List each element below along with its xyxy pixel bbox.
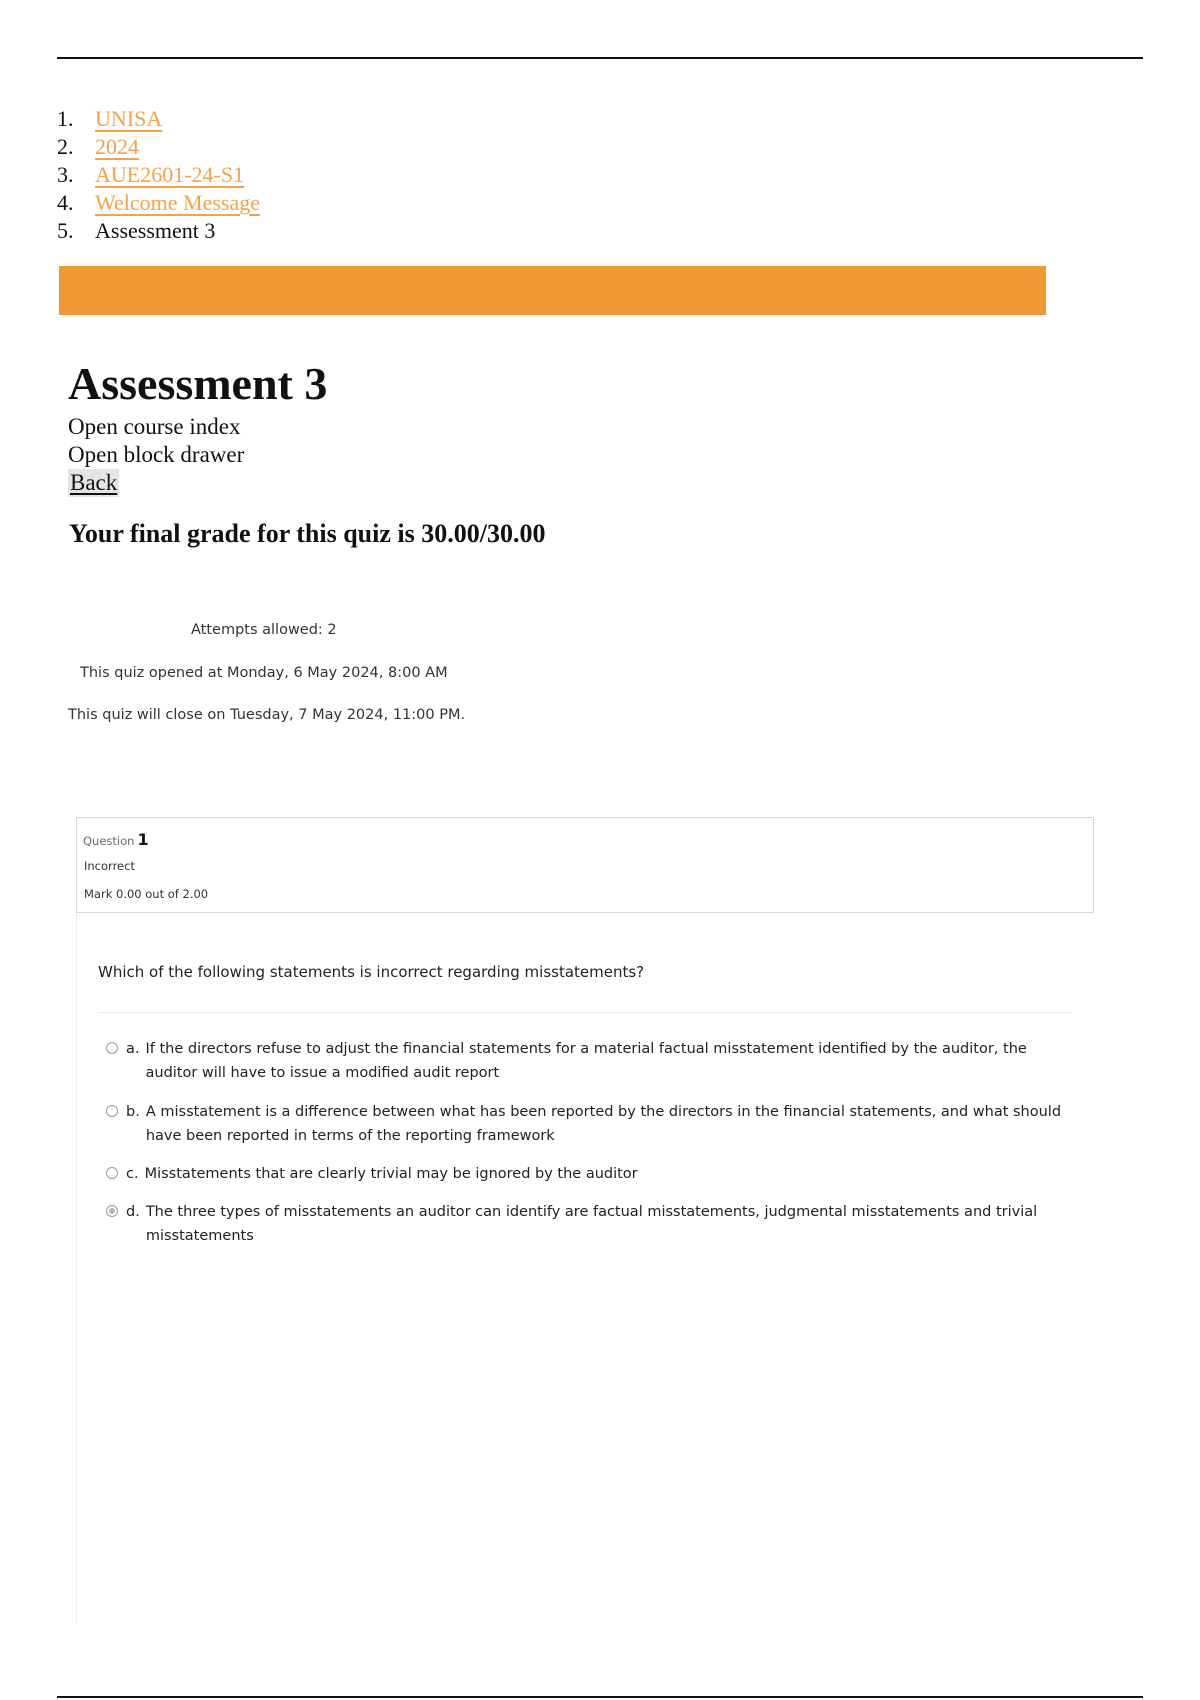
answer-option-c[interactable]: c. Misstatements that are clearly trivial may be ignored by the auditor — [106, 1162, 1076, 1186]
open-course-index-button[interactable]: Open course index — [68, 414, 241, 439]
question-content-divider — [76, 913, 77, 1623]
answer-option-d-text: The three types of misstatements an auditor can identify are factual misstatements, judgmental misstatements and trivial misstatements — [145, 1204, 1038, 1244]
breadcrumb-link-course[interactable]: AUE2601-24-S1 — [95, 162, 245, 187]
answer-option-d[interactable]: d. The three types of misstatements an auditor can identify are factual misstatements, judgmental misstatements and trivial misstatements — [106, 1200, 1076, 1248]
back-button[interactable]: Back — [70, 470, 118, 495]
answer-option-a[interactable]: a. If the directors refuse to adjust the financial statements for a material factual misstatement identified by the auditor, the auditor will have to issue a modified audit report — [106, 1037, 1076, 1085]
answer-option-b[interactable]: b. A misstatement is a difference between what has been reported by the directors in the financial statements, and what should have been reported in terms of the reporting framework — [106, 1100, 1076, 1148]
breadcrumb-item-unisa[interactable]: 1. UNISA — [57, 106, 163, 131]
radio-b[interactable] — [106, 1105, 118, 1117]
answer-option-c-text: Misstatements that are clearly trivial may be ignored by the auditor — [144, 1166, 638, 1182]
page-title: Assessment 3 — [68, 358, 328, 409]
answer-option-a-text: If the directors refuse to adjust the financial statements for a material factual misstatement identified by the auditor, the auditor will have to issue a modified audit report — [145, 1041, 1027, 1081]
quiz-opened: This quiz opened at Monday, 6 May 2024, 8:00 AM — [80, 665, 448, 681]
radio-d-selected[interactable] — [106, 1205, 118, 1217]
breadcrumb-item-current: 5. Assessment 3 — [57, 218, 216, 243]
breadcrumb-link-unisa[interactable]: UNISA — [95, 106, 163, 131]
quiz-closes: This quiz will close on Tuesday, 7 May 2024, 11:00 PM. — [68, 707, 466, 723]
breadcrumb-item-welcome[interactable]: 4. Welcome Message — [57, 190, 260, 215]
breadcrumb — [57, 105, 260, 245]
question-info-box — [76, 817, 1094, 913]
question-state: Incorrect — [84, 859, 135, 873]
breadcrumb-link-year[interactable]: 2024 — [95, 134, 139, 159]
question-number: Question 1 — [83, 830, 149, 849]
open-block-drawer-button[interactable]: Open block drawer — [68, 442, 245, 467]
top-rule — [57, 57, 1143, 59]
breadcrumb-item-year[interactable]: 2. 2024 — [57, 134, 139, 159]
breadcrumb-link-welcome[interactable]: Welcome Message — [95, 190, 260, 215]
bottom-rule — [57, 1696, 1143, 1698]
header-banner — [59, 266, 1046, 315]
radio-a[interactable] — [106, 1042, 118, 1054]
attempts-allowed: Attempts allowed: 2 — [191, 622, 337, 638]
question-text: Which of the following statements is incorrect regarding misstatements? — [98, 963, 645, 981]
radio-c[interactable] — [106, 1167, 118, 1179]
question-mark: Mark 0.00 out of 2.00 — [84, 887, 209, 901]
breadcrumb-item-course[interactable]: 3. AUE2601-24-S1 — [57, 162, 245, 187]
question-separator — [98, 1012, 1072, 1013]
final-grade: Your final grade for this quiz is 30.00/30.00 — [69, 519, 546, 548]
answer-option-b-text: A misstatement is a difference between what has been reported by the directors in the financial statements, and what should have been reported in terms of the reporting framework — [145, 1104, 1062, 1144]
breadcrumb-current-label: Assessment 3 — [95, 218, 216, 243]
